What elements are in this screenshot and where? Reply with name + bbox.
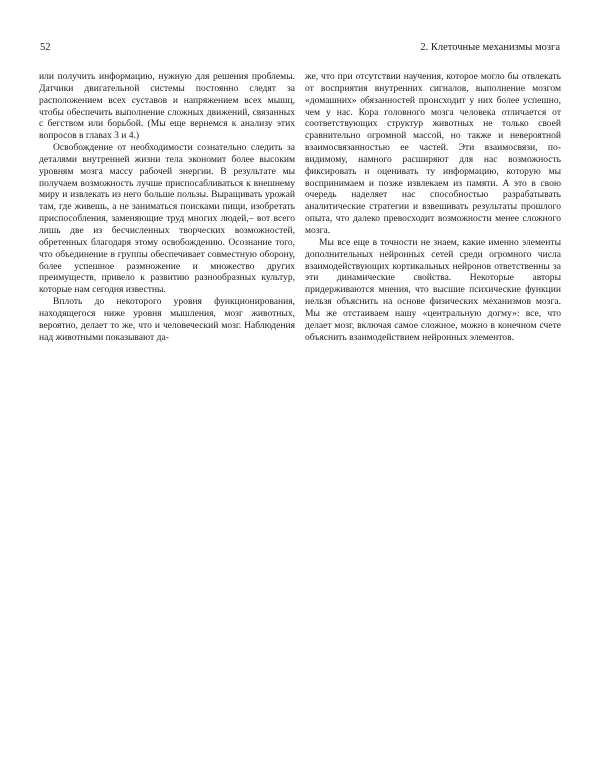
right-column — [305, 71, 561, 343]
paragraph: Вплоть до некоторого уровня функционирования, находящегося ниже уровня мышления, мозг животных, вероятно, делает то же, что и человеческий мозг. Наблюдения над животными показывают да- — [39, 296, 295, 343]
left-column — [39, 71, 295, 343]
paragraph: или получить информацию, нужную для решения проблемы. Датчики двигательной системы постоянно следят за расположением всех суставов и напряжением всех мышц, чтобы обеспечить выполнение сложных движений, связанных с бегством или борьбой. (Мы еще вернемся к анализу этих вопросов в главах 3 и 4.) — [39, 71, 295, 142]
paragraph: же, что при отсутствии научения, которое могло бы отвлекать от восприятия внутренних сигналов, выполнение мозгом «домашних» обязанностей происходит у них более успешно, чем у нас. Кора головного мозга человека отличается от соответствующих структур животных не только своей сравнительно огромной массой, но также и невероятной взаимосвязанностью ее частей. Эти взаимосвязи, по-видимому, намного расширяют для нас возможность фиксировать и оценивать ту информацию, которую мы воспринимаем и позже извлекаем из памяти. А это в свою очередь наделяет нас способностью разрабатывать аналитические стратегии и взвешивать результаты прошлого опыта, что далеко превосходит возможности менее сложного мозга. — [305, 71, 561, 236]
chapter-title: 2. Клеточные механизмы мозга — [420, 42, 560, 53]
paragraph: Освобождение от необходимости сознательно следить за деталями внутренней жизни тела экономит более высоким уровням мозга массу рабочей энергии. В результате мы получаем возможность лучше приспосабливаться к внешнему миру и извлекать из него больше пользы. Выращивать урожай там, где живешь, а не заниматься поисками пищи, изобретать приспособления, заменяющие труд многих людей,– вот всего лишь две из бесчисленных творческих возможностей, обретенных благодаря этому освобождению. Осознание того, что объединение в группы обеспечивает совместную оборону, более успешное размножение и множество других преимуществ, привело к развитию разнообразных культур, которые нам сегодня известны. — [39, 142, 295, 296]
running-head — [40, 42, 560, 56]
paragraph: Мы все еще в точности не знаем, какие именно элементы дополнительных нейронных сетей среди огромного числа взаимодействующих кортикальных нейронов ответственны за эти динамические свойства. Некоторые авторы придерживаются мнения, что высшие психические функции нельзя объяснить на основе физических механизмов мозга. Мы же отстаиваем нашу «центральную догму»: все, что делает мозг, включая самое сложное, можно в конечном счете объяснить взаимодействием нейронных элементов. — [305, 236, 561, 343]
page-number: 52 — [40, 42, 51, 53]
